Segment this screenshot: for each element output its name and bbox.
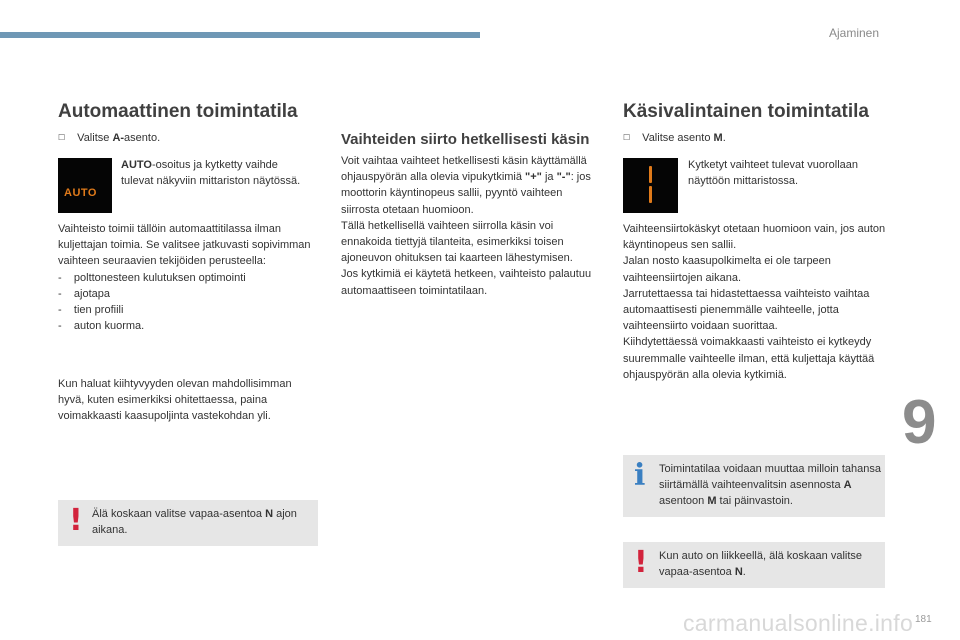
list-item: - ajotapa (58, 287, 110, 300)
auto-mode-description: Vaihteisto toimii tällöin automaattitilassa ilman kuljettajan toimia. Se valitsee jatkuvasti sopivimman vaihteen seuraavien tekijöiden perusteella: - polttonesteen kulutuksen optimointi - ajotapa - tien profiili - auton kuorma. (58, 221, 316, 334)
list-item: - auton kuorma. (58, 320, 145, 333)
list-item: - polttonesteen kulutuksen optimointi (58, 271, 246, 284)
warning-box-neutral-right (623, 542, 885, 588)
chapter-number: 9 (902, 388, 937, 457)
title-automatic-mode: Automaattinen toimintatila (58, 101, 298, 122)
info-box (623, 455, 885, 517)
gear-display-image (623, 158, 678, 213)
info-icon: i (634, 458, 646, 493)
auto-display-label: AUTO (64, 187, 97, 199)
warning-box-neutral (58, 500, 318, 546)
gear-display-caption: Kytketyt vaihteet tulevat vuorollaan näyttöön mittaristossa. (688, 159, 858, 188)
gear-digit-segment (649, 186, 652, 203)
watermark: carmanualsonline.info (683, 610, 914, 636)
section-label: Ajaminen (829, 26, 880, 40)
title-manual-mode: Käsivalintainen toimintatila (623, 101, 869, 122)
auto-display-caption: AUTO-osoitus ja kytketty vaihde tulevat näkyviin mittariston näytössä. (121, 159, 301, 188)
kickdown-paragraph: Kun haluat kiihtyvyyden olevan mahdollisimman hyvä, kuten esimerkiksi ohitettaessa, paina voimakkaasti kaasupoljinta vastekohdan yli. (58, 378, 292, 423)
gear-digit-segment (649, 166, 652, 183)
warning-text: Kun auto on liikkeellä, älä koskaan valitse vapaa-asentoa N. (659, 550, 863, 579)
page-number: 181 (915, 614, 932, 625)
left-bullet: ☐ Valitse A-asento. (58, 132, 161, 144)
info-text: Toimintatilaa voidaan muuttaa milloin tahansa siirtämällä vaihteenvalitsin asennosta A asentoon M tai päinvastoin. (659, 463, 881, 508)
checkbox-bullet-icon: ☐ (623, 133, 631, 142)
exclamation-icon: ! (634, 545, 648, 580)
right-bullet: ☐ Valitse asento M. (623, 132, 726, 144)
auto-display-image (58, 158, 112, 213)
manual-mode-description: Vaihteensiirtokäskyt otetaan huomioon vain, jos auton käyntinopeus sen sallii. Jalan nosto kaasupolkimelta ei ole tarpeen vaihteensiirtojen aikana. Jarrutettaessa tai hidastettaessa vaihteisto vaihtaa automaattisesti pienemmälle vaihteelle, jotta vaihteensiirto voidaan suorittaa. Kiihdytettäessä voimakkaasti vaihteisto ei kytkeydy suuremmalle vaihteelle ilman, että kuljettaja käyttää ohjauspyörän alla olevia kytkimiä. (623, 223, 886, 381)
warning-text: Älä koskaan valitse vapaa-asentoa N ajon aikana. (92, 508, 297, 537)
title-temporary-manual: Vaihteiden siirto hetkellisesti käsin (341, 131, 590, 148)
temporary-manual-text: Voit vaihtaa vaihteet hetkellisesti käsin käyttämällä ohjauspyörän alla olevia vipukytkimiä "+" ja "-": jos moottorin käyntinopeus sallii, pyyntö vaihteen siirrosta otetaan huomioon. Tällä hetkellisellä vaihteen siirrolla käsin voi ennakoida tiettyjä tilanteita, esimerkiksi toisen ajoneuvon ohituksen tai kaarteen lähestymisen. Jos kytkimiä ei käytetä hetkeen, vaihteisto palautuu automaattiseen toimintatilaan. (341, 155, 592, 297)
list-item: - tien profiili (58, 304, 124, 317)
checkbox-bullet-icon: ☐ (58, 133, 66, 142)
header-bar (0, 32, 480, 38)
exclamation-icon: ! (69, 503, 83, 538)
